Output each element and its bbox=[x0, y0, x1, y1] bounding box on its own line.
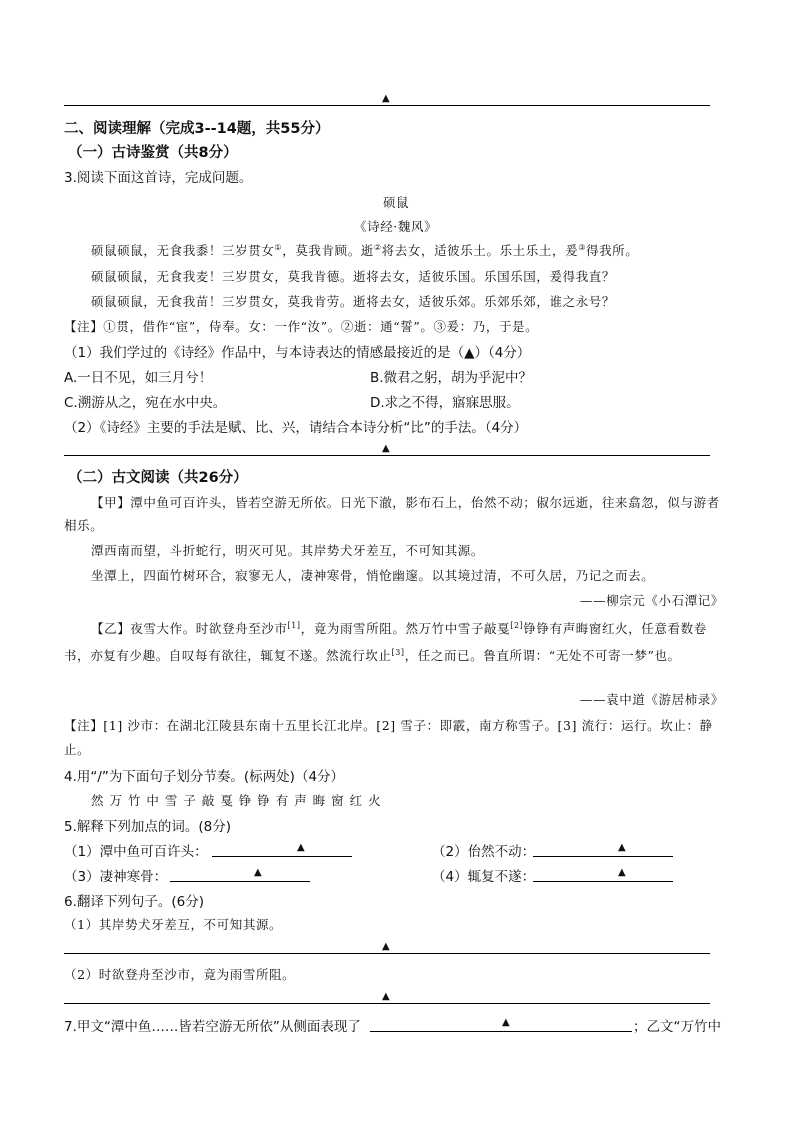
answer-mark: ▲ bbox=[502, 1017, 510, 1028]
notes-2: 【注】[1] 沙市：在湖北江陵县东南十五里长江北岸。[2] 雪子：即霰，南方称雪子。[3] 流行：运行。坎止：静止。 bbox=[64, 718, 713, 757]
answer-line-q6-2[interactable] bbox=[64, 1003, 710, 1004]
jia-paragraph-1: 【甲】潭中鱼可百许头，皆若空游无所依。日光下澈，影布石上，佁然不动；俶尔远逝，往来翕忽，似与游者相乐。 bbox=[64, 495, 720, 533]
option-d: D.求之不得，寤寐思服。 bbox=[370, 395, 520, 411]
answer-mark: ▲ bbox=[254, 867, 262, 878]
q4: 4.用“/”为下面句子划分节奏。(标两处)（4分） bbox=[64, 769, 345, 785]
yi-paragraph bbox=[64, 614, 724, 668]
poem-stanza-3: 硕鼠硕鼠，无食我苗！三岁贯女，莫我肯劳。逝将去女，适彼乐郊。乐郊乐郊，谁之永号？ bbox=[91, 294, 616, 309]
answer-mark: ▲ bbox=[382, 941, 390, 952]
answer-mark: ▲ bbox=[297, 842, 305, 853]
q6-sentence-2: （2）时欲登舟至沙市，竟为雨雪所阻。 bbox=[64, 967, 296, 982]
q7-answer-blank[interactable] bbox=[370, 1031, 632, 1032]
yi-text-a: 【乙】夜雪大作。时欲登舟至沙市 bbox=[91, 621, 288, 637]
poem-title: 硕鼠 bbox=[383, 195, 410, 210]
yi-text-b: ，竟为雨雪所阻。然万竹中雪子敲戛 bbox=[300, 621, 511, 637]
jia-paragraph-2: 潭西南而望，斗折蛇行，明灭可见。其岸势犬牙差互，不可知其源。 bbox=[91, 543, 485, 558]
yi-text-c: 铮铮有声晦窗红火，任意看数卷书，亦复有少趣。自叹每有欲往，辄复不遂。然流行坎止 bbox=[64, 621, 707, 664]
q5-answer-blank-1[interactable] bbox=[212, 856, 352, 857]
q5-item-1: （1）潭中鱼可百许头： bbox=[64, 844, 208, 860]
answer-line bbox=[64, 105, 710, 106]
q6-sentence-1: （1）其岸势犬牙差互，不可知其源。 bbox=[64, 917, 283, 932]
option-a: A.一日不见，如三月兮！ bbox=[64, 370, 213, 386]
poem-stanza-2: 硕鼠硕鼠，无食我麦！三岁贯女，莫我肯德。逝将去女，适彼乐国。乐国乐国，爰得我直？ bbox=[91, 269, 616, 284]
q3-2: （2）《诗经》主要的手法是赋、比、兴，请结合本诗分析“比”的手法。（4分） bbox=[64, 420, 528, 436]
part1-title: （一）古诗鉴赏（共8分） bbox=[68, 145, 238, 161]
jia-paragraph-3: 坐潭上，四面竹树环合，寂寥无人，凄神寒骨，悄怆幽邃。以其境过清，不可久居，乃记之而去。 bbox=[91, 568, 655, 583]
poem-source: 《诗经·魏风》 bbox=[354, 219, 438, 234]
note-mark-2: ② bbox=[373, 242, 382, 252]
note-mark-1: ① bbox=[274, 242, 283, 252]
answer-mark: ▲ bbox=[382, 443, 390, 454]
poem-note: 【注】①贯，借作“宦”，侍奉。女：一作“汝”。②逝：通“誓”。③爰：乃，于是。 bbox=[64, 319, 539, 334]
q5-item-4: （4）辄复不遂： bbox=[432, 869, 536, 885]
q5-item-2: （2）佁然不动： bbox=[432, 844, 536, 860]
answer-line bbox=[64, 455, 710, 456]
answer-mark: ▲ bbox=[618, 867, 626, 878]
option-b: B.微君之躬，胡为乎泥中？ bbox=[370, 370, 533, 386]
answer-mark: ▲ bbox=[618, 842, 626, 853]
poem-stanza-1-part-d: 得我所。 bbox=[585, 243, 639, 258]
answer-mark: ▲ bbox=[382, 93, 390, 104]
poem-stanza-1 bbox=[91, 241, 638, 259]
poem-stanza-1-part-b: ，莫我肯顾。逝 bbox=[282, 243, 374, 258]
note-mark-3: ③ bbox=[578, 242, 586, 252]
option-c: C.溯游从之，宛在水中央。 bbox=[64, 395, 227, 411]
yi-source: ——袁中道《游居柿录》 bbox=[579, 692, 724, 707]
q5-answer-blank-3[interactable] bbox=[170, 881, 310, 882]
yi-text-d: ，任之而已。鲁直所谓：“无处不可寄一梦”也。 bbox=[404, 648, 681, 664]
yi-note-1: [1] bbox=[287, 621, 301, 630]
poem-stanza-1-part-c: 将去女，适彼乐土。乐土乐土，爰 bbox=[381, 243, 579, 258]
jia-source: ——柳宗元《小石潭记》 bbox=[579, 593, 724, 608]
q7-part-b: ；乙文“万竹中 bbox=[633, 1019, 721, 1035]
q3-prompt: 3.阅读下面这首诗，完成问题。 bbox=[64, 170, 253, 186]
answer-line-q6-1[interactable] bbox=[64, 953, 710, 954]
q5-item-3: （3）凄神寒骨： bbox=[64, 869, 168, 885]
yi-note-3: [3] bbox=[391, 648, 405, 658]
q5-answer-blank-2[interactable] bbox=[533, 856, 673, 857]
part2-title: （二）古文阅读（共26分） bbox=[68, 470, 248, 486]
q6: 6.翻译下列句子。(6分) bbox=[64, 894, 205, 910]
q5: 5.解释下列加点的词。(8分) bbox=[64, 819, 232, 835]
q5-answer-blank-4[interactable] bbox=[533, 881, 673, 882]
q4-sentence: 然 万 竹 中 雪 子 敲 戛 铮 铮 有 声 晦 窗 红 火 bbox=[91, 793, 382, 808]
q7-part-a: 7.甲文“潭中鱼……皆若空游无所依”从侧面表现了 bbox=[64, 1019, 361, 1035]
q3-1: （1）我们学过的《诗经》作品中，与本诗表达的情感最接近的是（▲）（4分） bbox=[64, 345, 531, 361]
yi-note-2: [2] bbox=[510, 621, 524, 630]
poem-stanza-1-part-a: 硕鼠硕鼠，无食我黍！三岁贯女 bbox=[91, 243, 275, 258]
answer-mark: ▲ bbox=[382, 991, 390, 1002]
section2-title: 二、阅读理解（完成3--14题，共55分） bbox=[64, 121, 330, 137]
